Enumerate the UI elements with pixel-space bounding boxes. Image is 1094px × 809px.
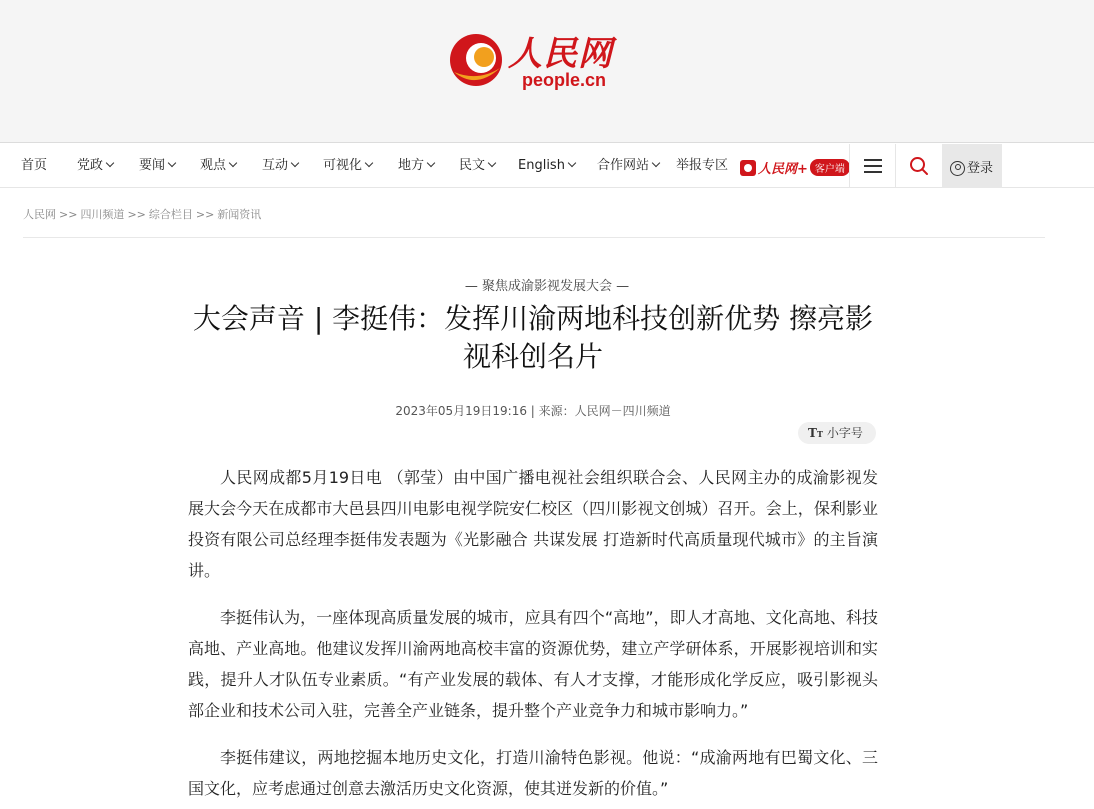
nav-divider [849,144,850,188]
app-download-link[interactable] [740,157,850,175]
nav-item-news[interactable] [139,144,175,188]
login-button[interactable] [942,144,1002,188]
nav-label: 合作网站 [597,158,650,173]
breadcrumb-item[interactable]: 人民网 [23,208,56,221]
app-badge: 客户端 [810,159,850,176]
nav-item-party[interactable] [77,144,113,188]
nav-item-report[interactable] [676,144,728,188]
chevron-down-icon [229,159,237,167]
article-paragraph: 李挺伟建议，两地挖掘本地历史文化，打造川渝特色影视。他说：“成渝两地有巴蜀文化、三国文化，应考虑通过创意去激活历史文化资源，使其迸发新的价值。” [188,748,878,798]
nav-label: 首页 [21,158,48,173]
chevron-down-icon [568,159,576,167]
breadcrumb-separator: >> [127,208,146,221]
nav-label: 互动 [262,158,289,173]
menu-icon[interactable] [864,159,882,173]
nav-divider [895,144,896,188]
article-kicker: — 聚焦成渝影视发展大会 — [464,279,630,294]
logo-english-text: people.cn [522,70,607,90]
chevron-down-icon [652,159,660,167]
nav-label: 举报专区 [676,158,729,173]
nav-item-partners[interactable] [597,144,659,188]
breadcrumb-divider [23,237,1045,238]
app-name: 人民网+ [758,162,808,177]
breadcrumb-item[interactable]: 新闻资讯 [217,208,262,221]
search-icon[interactable] [909,156,929,176]
chevron-down-icon [106,159,114,167]
breadcrumb-separator: >> [59,208,78,221]
article-paragraph: 人民网成都5月19日电 （郭莹）由中国广播电视社会组织联合会、人民网主办的成渝影视发展大会今天在成都市大邑县四川电影电视学院安仁校区（四川影视文创城）召开。会上，保利影业投资有限公司总经理李挺伟发表题为《光影融合 共谋发展 打造新时代高质量现代城市》的主旨演讲。 [188,468,878,580]
nav-item-local[interactable] [398,144,434,188]
article-body [188,462,878,809]
nav-label: 要闻 [139,158,166,173]
nav-label: 党政 [77,158,104,173]
font-size-toggle[interactable] [798,422,876,444]
nav-label: 民文 [459,158,486,173]
nav-item-english[interactable] [518,144,575,188]
main-nav [0,144,1094,188]
chevron-down-icon [291,159,299,167]
nav-label: 观点 [200,158,227,173]
app-logo-icon [740,160,756,176]
font-size-icon: TT [808,426,823,440]
breadcrumb-item[interactable]: 综合栏目 [148,208,193,221]
article-title: 大会声音 | 李挺伟：发挥川渝两地科技创新优势 擦亮影视科创名片 [192,302,874,373]
nav-label: 地方 [398,158,425,173]
nav-item-minority[interactable] [459,144,495,188]
article-meta: 2023年05月19日19:16 | 来源：人民网－四川频道 [395,404,671,418]
nav-item-opinion[interactable] [200,144,236,188]
site-logo[interactable] [446,24,626,96]
people-logo-icon [446,28,506,88]
chevron-down-icon [365,159,373,167]
article-paragraph: 李挺伟认为，一座体现高质量发展的城市，应具有四个“高地”，即人才高地、文化高地、科技高地、产业高地。他建议发挥川渝两地高校丰富的资源优势，建立产学研体系，开展影视培训和实践，提升人才队伍专业素质。“有产业发展的载体、有人才支撑，才能形成化学反应，吸引影视头部企业和技术公司入驻，完善全产业链条，提升整个产业竞争力和城市影响力。” [188,608,878,720]
breadcrumb [23,206,261,222]
user-icon [950,161,965,176]
header-band [0,0,1094,143]
logo-chinese-text: 人民网 [508,34,613,74]
login-label: 登录 [967,161,994,176]
nav-label: 可视化 [323,158,363,173]
breadcrumb-item[interactable]: 四川频道 [80,208,125,221]
chevron-down-icon [427,159,435,167]
chevron-down-icon [168,159,176,167]
font-size-label: 小字号 [826,426,863,440]
chevron-down-icon [488,159,496,167]
breadcrumb-separator: >> [195,208,215,221]
nav-label: English [518,158,565,173]
nav-item-visual[interactable] [323,144,372,188]
nav-item-home[interactable] [21,144,47,188]
nav-item-interact[interactable] [262,144,298,188]
